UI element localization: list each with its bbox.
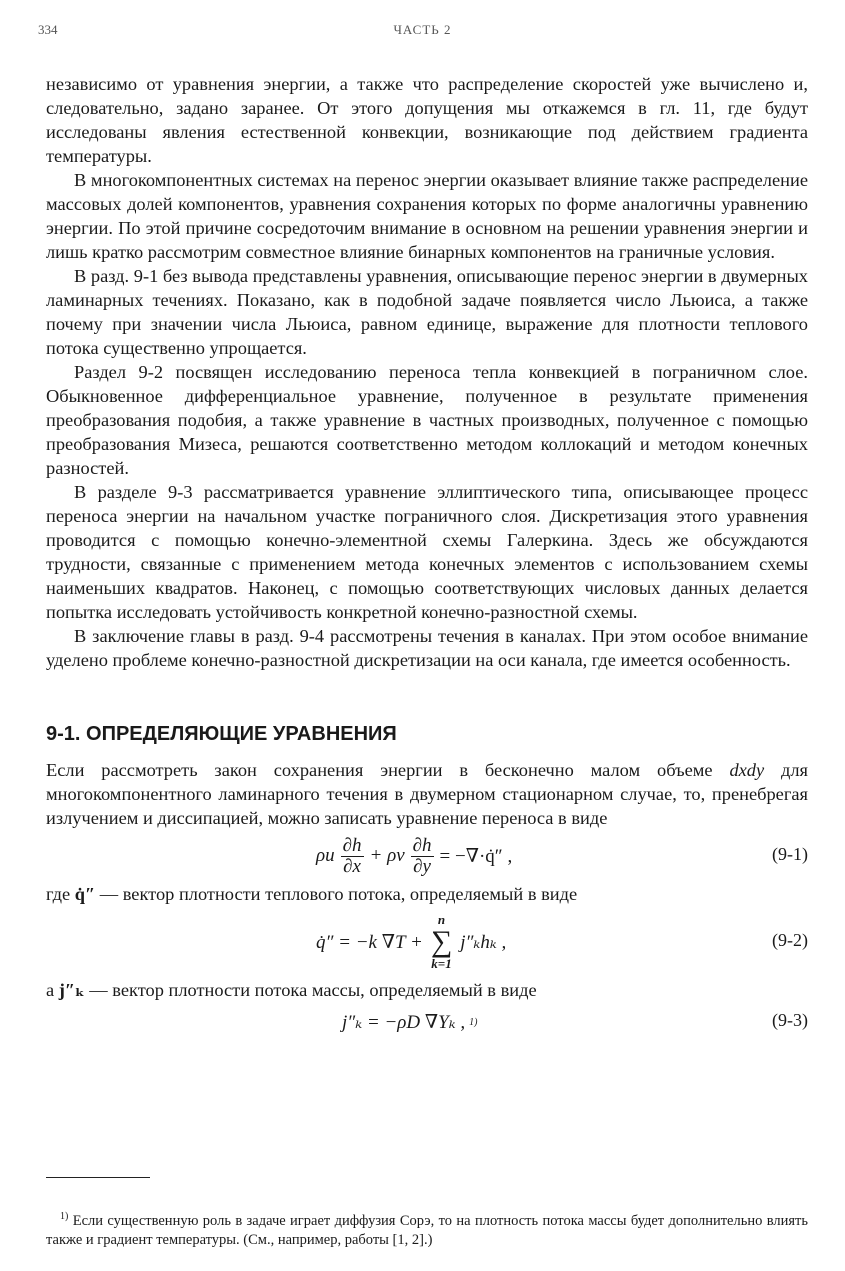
summation-symbol: n ∑ k=1 <box>430 912 453 971</box>
body-text <box>46 72 808 1042</box>
paragraph: В многокомпонентных системах на перенос энергии оказывает влияние также распределение массовых долей компонентов, уравнения сохранения которых по форме аналогичны уравнению энергии. По этой причине сосредоточим внимание в основном на решении уравнения энергии и лишь кратко рассмотрим совместное влияние бинарных компонентов на граничные условия. <box>46 170 808 262</box>
paragraph-continued: независимо от уравнения энергии, а также что распределение скоростей уже вычислено и, следовательно, задано заранее. От этого допущения мы откажемся в гл. 11, где будут исследованы явления естественной конвекции, возникающие под действием градиента температуры. <box>46 74 808 166</box>
equation-number: (9-3) <box>772 1010 808 1030</box>
where-j-line: а j″ₖ — вектор плотности потока массы, определяемый в виде <box>46 980 537 1000</box>
equation-9-1: ρu $\frac{\partial h}{\partial x}$ + ρv $\frac{\partial h}{\partial y}$ = −∇·q̇″ , (9-1) <box>316 834 808 877</box>
page-number: 334 <box>38 22 58 37</box>
running-head <box>0 22 845 42</box>
volume-variable: dxdy <box>729 760 765 780</box>
paragraph: В разделе 9-3 рассматривается уравнение эллиптического типа, описывающее процесс переноса энергии на начальном участке пограничного слоя. Дискретизация этого уравнения проводится с помощью конечно-элементной схемы Галеркина. Здесь же обсуждаются трудности, связанные с применением метода конечных элементов с использованием схемы наименьших квадратов. Наконец, с помощью соответствующих числовых данных делается попытка исследовать устойчивость конкретной конечно-разностной схемы. <box>46 482 808 622</box>
paragraph: Раздел 9-2 посвящен исследованию переноса тепла конвекцией в пограничном слое. Обыкновенное дифференциальное уравнение, полученное в результате применения преобразования подобия, а также уравнение в частных производных, полученное с помощью преобразования Мизеса, решаются соответственно методом коллокаций и методом конечных разностей. <box>46 362 808 478</box>
equation-9-2: q̇″ = −k ∇T + n ∑ k=1 j″ₖhₖ , (9-2) <box>316 912 808 971</box>
where-q-line: где q̇″ — вектор плотности теплового потока, определяемый в виде <box>46 884 578 904</box>
equation-number: (9-2) <box>772 930 808 950</box>
paragraph: В заключение главы в разд. 9-4 рассмотрены течения в каналах. При этом особое внимание уделено проблеме конечно-разностной дискретизации на оси канала, где имеется особенность. <box>46 626 808 670</box>
section-intro: Если рассмотреть закон сохранения энергии в бесконечно малом объеме dxdy для многокомпонентного ламинарного течения в двумерном стационарном случае, то, пренебрегая излучением и диссипацией, можно записать уравнение переноса в виде <box>46 760 808 828</box>
footnote-divider <box>46 1177 150 1178</box>
section-title: 9-1. ОПРЕДЕЛЯЮЩИЕ УРАВНЕНИЯ <box>46 723 397 745</box>
footnote: $^{1)}$ Если существенную роль в задаче играет диффузия Сорэ, то на плотность потока массы будет дополнительно влиять также и градиент температуры. (См., например, работы [1, 2].) <box>46 1210 808 1249</box>
equation-9-3: j″ₖ = −ρD ∇Yₖ , 1) (9-3) <box>342 1010 808 1033</box>
equation-number: (9-1) <box>772 844 808 864</box>
paragraph: В разд. 9-1 без вывода представлены уравнения, описывающие перенос энергии в двумерных ламинарных течениях. Показано, как в подобной задаче появляется число Льюиса, а также почему при значении числа Льюиса, равном единице, выражение для плотности теплового потока существенно упрощается. <box>46 266 808 358</box>
part-label: ЧАСТЬ 2 <box>393 22 452 37</box>
